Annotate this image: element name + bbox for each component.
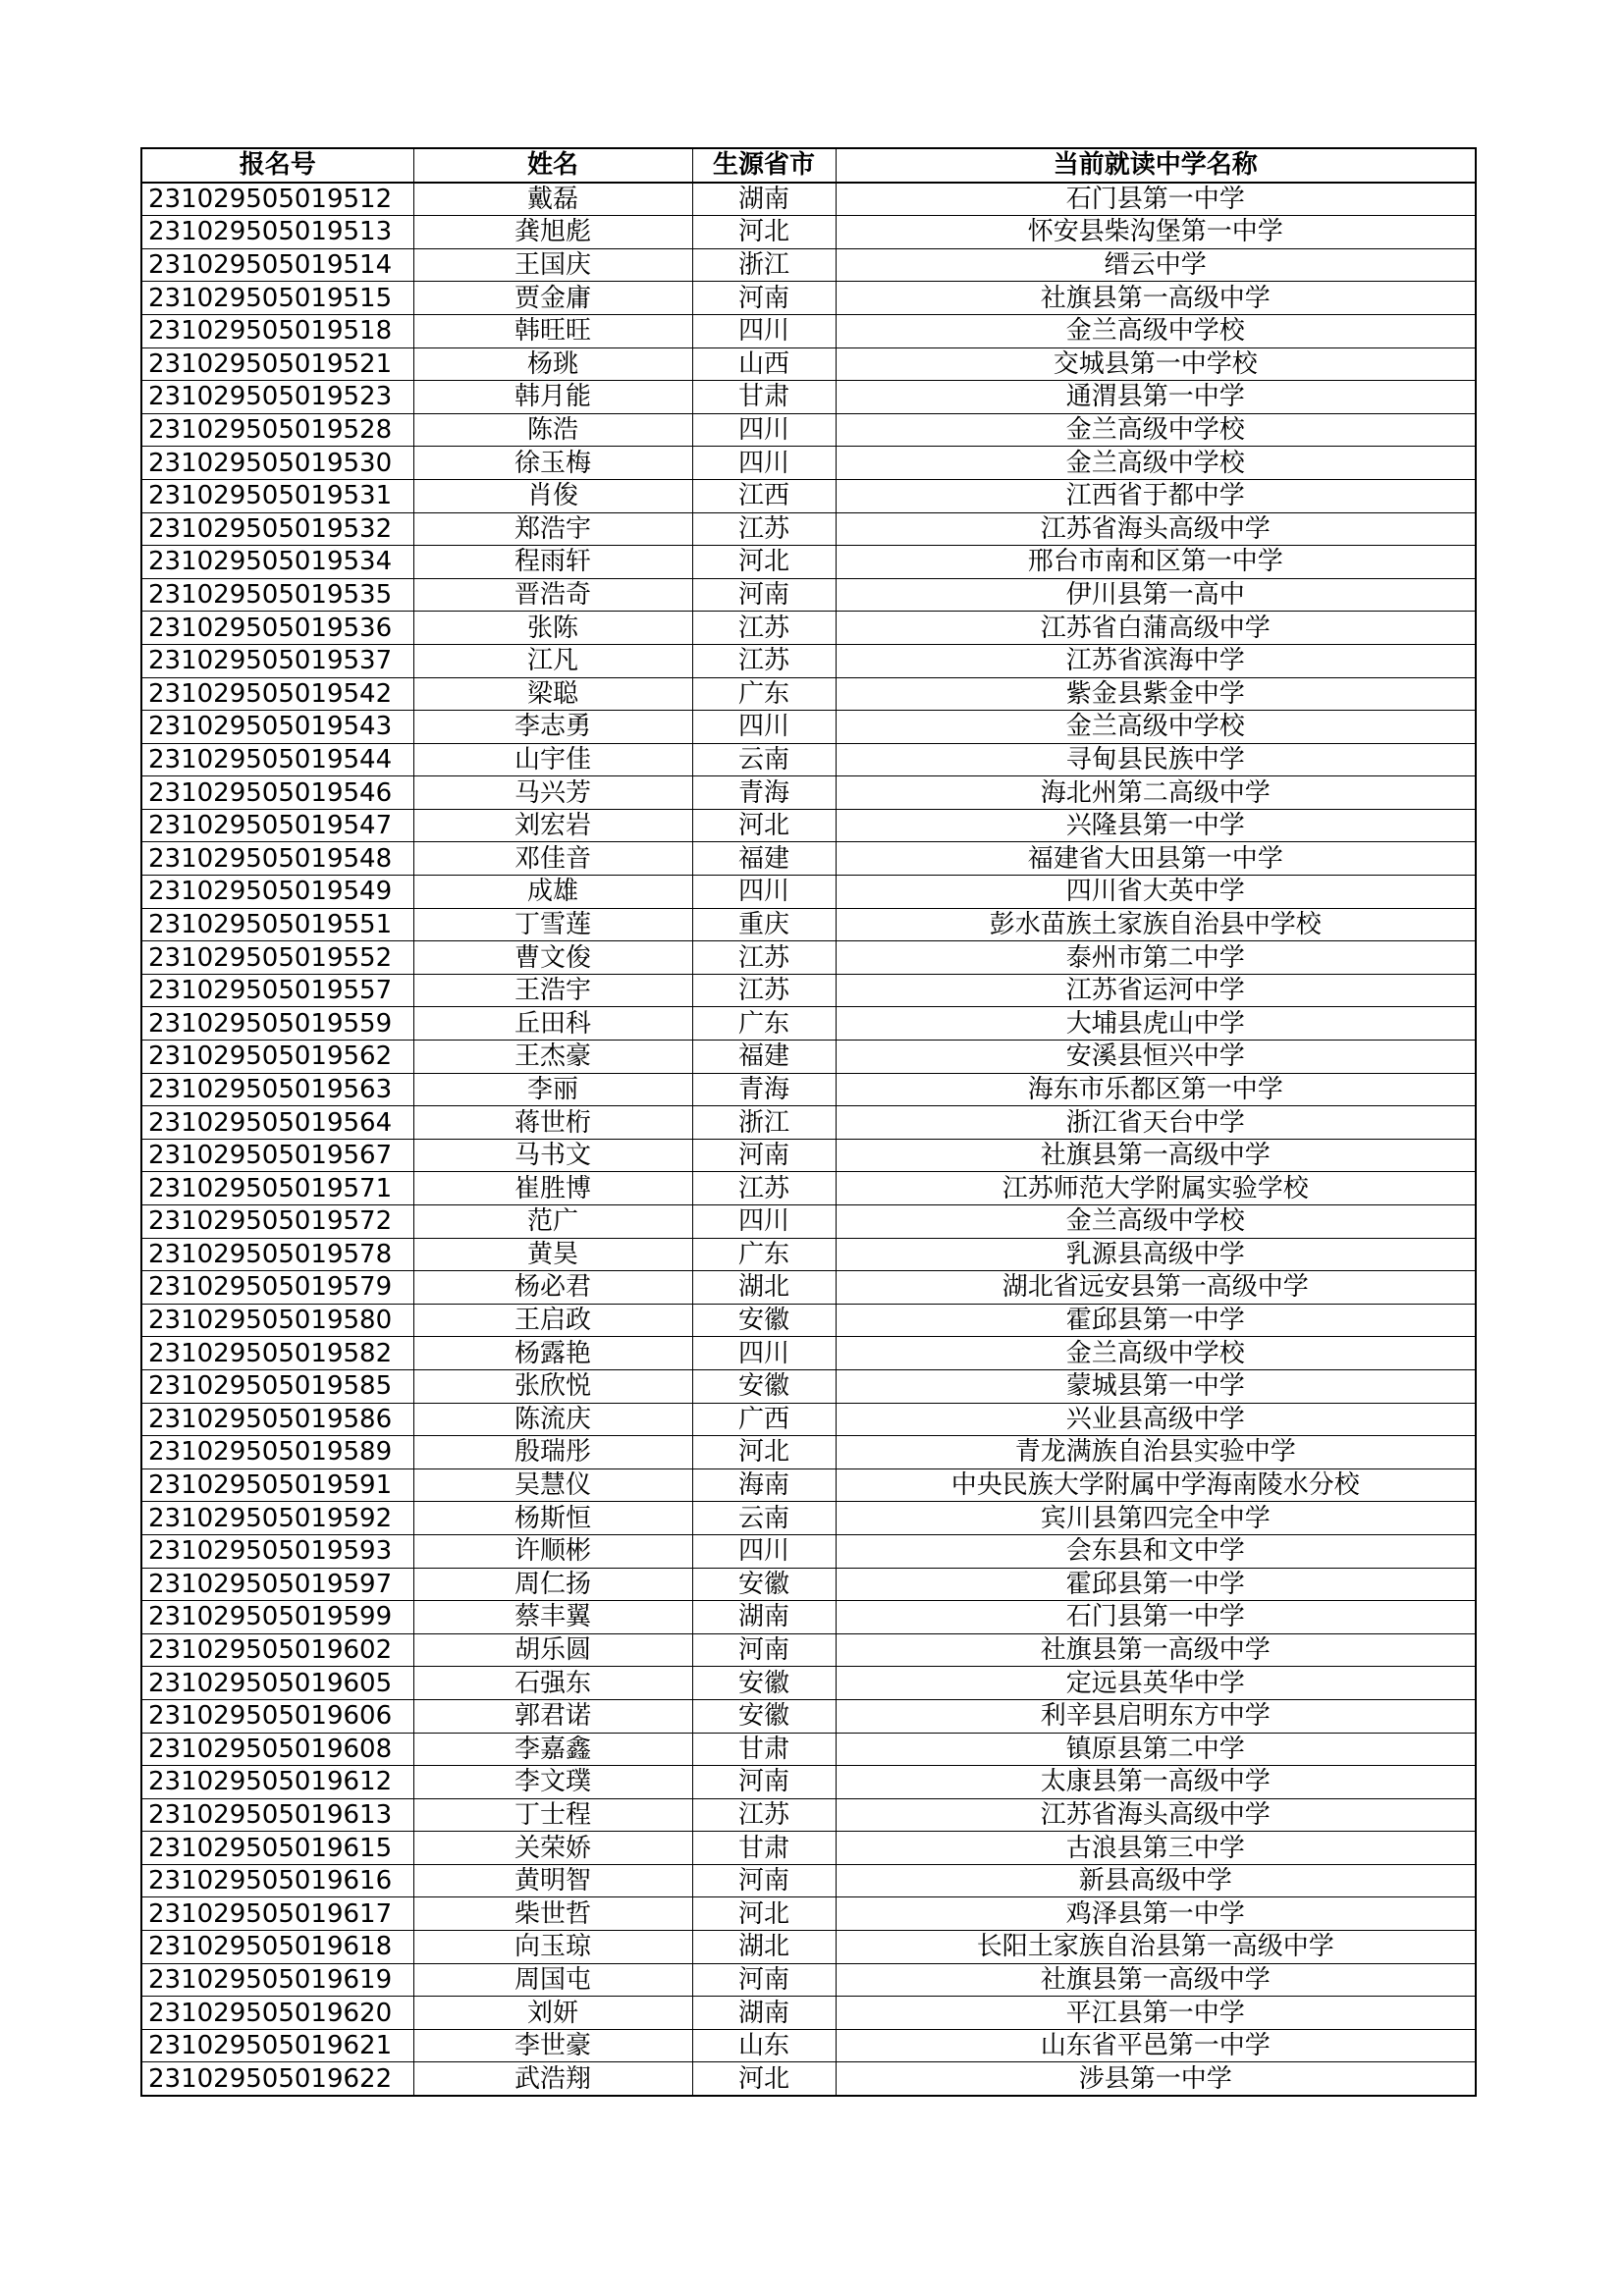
cell-registration-number: 231029505019616 <box>141 1864 413 1897</box>
cell-province: 湖南 <box>692 183 836 216</box>
cell-registration-number: 231029505019586 <box>141 1403 413 1436</box>
cell-province: 浙江 <box>692 248 836 282</box>
table-row <box>141 809 1476 842</box>
table-row <box>141 479 1476 512</box>
table-row <box>141 1633 1476 1667</box>
cell-school: 寻甸县民族中学 <box>836 743 1476 776</box>
cell-registration-number: 231029505019605 <box>141 1667 413 1700</box>
cell-province: 河南 <box>692 1766 836 1799</box>
table-row <box>141 1798 1476 1832</box>
cell-province: 青海 <box>692 776 836 810</box>
cell-name: 吴慧仪 <box>413 1468 692 1502</box>
cell-province: 江苏 <box>692 612 836 645</box>
cell-school: 海北州第二高级中学 <box>836 776 1476 810</box>
cell-registration-number: 231029505019617 <box>141 1897 413 1931</box>
cell-school: 兴业县高级中学 <box>836 1403 1476 1436</box>
cell-registration-number: 231029505019562 <box>141 1041 413 1074</box>
table-row <box>141 1864 1476 1897</box>
cell-province: 江苏 <box>692 1172 836 1205</box>
cell-registration-number: 231029505019620 <box>141 1997 413 2030</box>
table-body <box>141 183 1476 2096</box>
cell-school: 社旗县第一高级中学 <box>836 1963 1476 1997</box>
cell-school: 伊川县第一高中 <box>836 578 1476 612</box>
cell-registration-number: 231029505019543 <box>141 711 413 744</box>
cell-name: 许顺彬 <box>413 1534 692 1568</box>
cell-registration-number: 231029505019552 <box>141 941 413 975</box>
cell-registration-number: 231029505019523 <box>141 381 413 414</box>
cell-province: 河南 <box>692 1963 836 1997</box>
cell-school: 江苏省海头高级中学 <box>836 512 1476 546</box>
cell-name: 向玉琼 <box>413 1931 692 1964</box>
cell-province: 安徽 <box>692 1369 836 1403</box>
table-row <box>141 1667 1476 1700</box>
cell-school: 利辛县启明东方中学 <box>836 1699 1476 1733</box>
cell-name: 山宇佳 <box>413 743 692 776</box>
cell-registration-number: 231029505019612 <box>141 1766 413 1799</box>
cell-name: 江凡 <box>413 644 692 677</box>
cell-registration-number: 231029505019534 <box>141 546 413 579</box>
table-row <box>141 1337 1476 1370</box>
cell-name: 蒋世桁 <box>413 1106 692 1140</box>
cell-school: 涉县第一中学 <box>836 2062 1476 2096</box>
table-row <box>141 2029 1476 2062</box>
table-row <box>141 876 1476 909</box>
cell-school: 青龙满族自治县实验中学 <box>836 1436 1476 1469</box>
cell-province: 江苏 <box>692 644 836 677</box>
cell-name: 王国庆 <box>413 248 692 282</box>
cell-province: 江苏 <box>692 512 836 546</box>
table-row <box>141 974 1476 1007</box>
cell-name: 韩旺旺 <box>413 314 692 347</box>
cell-school: 江苏师范大学附属实验学校 <box>836 1172 1476 1205</box>
cell-province: 甘肃 <box>692 381 836 414</box>
cell-school: 社旗县第一高级中学 <box>836 282 1476 315</box>
cell-name: 殷瑞彤 <box>413 1436 692 1469</box>
table-row <box>141 1271 1476 1305</box>
header-registration-number: 报名号 <box>141 148 413 183</box>
cell-school: 霍邱县第一中学 <box>836 1304 1476 1337</box>
cell-registration-number: 231029505019613 <box>141 1798 413 1832</box>
cell-registration-number: 231029505019578 <box>141 1238 413 1271</box>
table-row <box>141 842 1476 876</box>
cell-name: 李文璞 <box>413 1766 692 1799</box>
cell-province: 云南 <box>692 1502 836 1535</box>
cell-registration-number: 231029505019589 <box>141 1436 413 1469</box>
cell-province: 四川 <box>692 413 836 447</box>
cell-school: 社旗县第一高级中学 <box>836 1633 1476 1667</box>
cell-name: 关荣娇 <box>413 1832 692 1865</box>
table-row <box>141 512 1476 546</box>
cell-province: 河南 <box>692 1139 836 1172</box>
cell-province: 河北 <box>692 809 836 842</box>
table-row <box>141 1139 1476 1172</box>
cell-registration-number: 231029505019515 <box>141 282 413 315</box>
cell-school: 金兰高级中学校 <box>836 1337 1476 1370</box>
table-row <box>141 1997 1476 2030</box>
cell-name: 杨露艳 <box>413 1337 692 1370</box>
table-row <box>141 711 1476 744</box>
cell-name: 丁士程 <box>413 1798 692 1832</box>
cell-name: 黄明智 <box>413 1864 692 1897</box>
cell-name: 王杰豪 <box>413 1041 692 1074</box>
cell-registration-number: 231029505019564 <box>141 1106 413 1140</box>
cell-school: 交城县第一中学校 <box>836 347 1476 381</box>
table-row <box>141 1766 1476 1799</box>
table-row <box>141 1172 1476 1205</box>
cell-registration-number: 231029505019606 <box>141 1699 413 1733</box>
cell-registration-number: 231029505019544 <box>141 743 413 776</box>
table-row <box>141 546 1476 579</box>
table-row <box>141 1007 1476 1041</box>
cell-school: 江苏省运河中学 <box>836 974 1476 1007</box>
table-row <box>141 216 1476 249</box>
table-row <box>141 381 1476 414</box>
table-row <box>141 1468 1476 1502</box>
cell-school: 福建省大田县第一中学 <box>836 842 1476 876</box>
cell-registration-number: 231029505019567 <box>141 1139 413 1172</box>
cell-school: 浙江省天台中学 <box>836 1106 1476 1140</box>
cell-name: 杨斯恒 <box>413 1502 692 1535</box>
table-row <box>141 2062 1476 2096</box>
cell-registration-number: 231029505019557 <box>141 974 413 1007</box>
header-name: 姓名 <box>413 148 692 183</box>
cell-province: 海南 <box>692 1468 836 1502</box>
cell-name: 杨必君 <box>413 1271 692 1305</box>
cell-registration-number: 231029505019599 <box>141 1601 413 1634</box>
cell-school: 江苏省白蒲高级中学 <box>836 612 1476 645</box>
cell-registration-number: 231029505019622 <box>141 2062 413 2096</box>
cell-registration-number: 231029505019571 <box>141 1172 413 1205</box>
cell-province: 广东 <box>692 677 836 711</box>
cell-name: 成雄 <box>413 876 692 909</box>
cell-province: 广东 <box>692 1007 836 1041</box>
cell-name: 刘妍 <box>413 1997 692 2030</box>
cell-name: 肖俊 <box>413 479 692 512</box>
cell-registration-number: 231029505019530 <box>141 447 413 480</box>
cell-school: 石门县第一中学 <box>836 183 1476 216</box>
cell-registration-number: 231029505019618 <box>141 1931 413 1964</box>
table-row <box>141 1205 1476 1239</box>
cell-school: 缙云中学 <box>836 248 1476 282</box>
cell-province: 浙江 <box>692 1106 836 1140</box>
cell-name: 郭君诺 <box>413 1699 692 1733</box>
cell-name: 李嘉鑫 <box>413 1733 692 1766</box>
cell-name: 李世豪 <box>413 2029 692 2062</box>
cell-registration-number: 231029505019536 <box>141 612 413 645</box>
table-row <box>141 248 1476 282</box>
cell-name: 晋浩奇 <box>413 578 692 612</box>
cell-registration-number: 231029505019513 <box>141 216 413 249</box>
cell-school: 彭水苗族土家族自治县中学校 <box>836 908 1476 941</box>
cell-province: 甘肃 <box>692 1832 836 1865</box>
cell-name: 陈流庆 <box>413 1403 692 1436</box>
cell-school: 湖北省远安县第一高级中学 <box>836 1271 1476 1305</box>
cell-school: 长阳土家族自治县第一高级中学 <box>836 1931 1476 1964</box>
table-row <box>141 677 1476 711</box>
cell-registration-number: 231029505019514 <box>141 248 413 282</box>
cell-registration-number: 231029505019621 <box>141 2029 413 2062</box>
cell-registration-number: 231029505019542 <box>141 677 413 711</box>
cell-registration-number: 231029505019518 <box>141 314 413 347</box>
table-row <box>141 1601 1476 1634</box>
cell-province: 安徽 <box>692 1699 836 1733</box>
cell-school: 山东省平邑第一中学 <box>836 2029 1476 2062</box>
header-school: 当前就读中学名称 <box>836 148 1476 183</box>
cell-province: 福建 <box>692 1041 836 1074</box>
cell-registration-number: 231029505019551 <box>141 908 413 941</box>
cell-school: 兴隆县第一中学 <box>836 809 1476 842</box>
cell-province: 河南 <box>692 282 836 315</box>
cell-province: 四川 <box>692 314 836 347</box>
cell-province: 四川 <box>692 711 836 744</box>
cell-school: 金兰高级中学校 <box>836 1205 1476 1239</box>
table-row <box>141 612 1476 645</box>
cell-registration-number: 231029505019546 <box>141 776 413 810</box>
cell-registration-number: 231029505019563 <box>141 1073 413 1106</box>
cell-name: 程雨轩 <box>413 546 692 579</box>
cell-school: 石门县第一中学 <box>836 1601 1476 1634</box>
table-row <box>141 183 1476 216</box>
cell-province: 四川 <box>692 1337 836 1370</box>
cell-name: 范广 <box>413 1205 692 1239</box>
cell-province: 四川 <box>692 876 836 909</box>
table-row <box>141 1106 1476 1140</box>
cell-name: 马书文 <box>413 1139 692 1172</box>
cell-registration-number: 231029505019615 <box>141 1832 413 1865</box>
cell-name: 石强东 <box>413 1667 692 1700</box>
cell-name: 周仁扬 <box>413 1568 692 1601</box>
cell-name: 徐玉梅 <box>413 447 692 480</box>
cell-province: 河北 <box>692 1436 836 1469</box>
cell-name: 马兴芳 <box>413 776 692 810</box>
cell-registration-number: 231029505019548 <box>141 842 413 876</box>
cell-registration-number: 231029505019593 <box>141 1534 413 1568</box>
cell-school: 太康县第一高级中学 <box>836 1766 1476 1799</box>
cell-name: 曹文俊 <box>413 941 692 975</box>
cell-registration-number: 231029505019549 <box>141 876 413 909</box>
cell-school: 古浪县第三中学 <box>836 1832 1476 1865</box>
cell-name: 梁聪 <box>413 677 692 711</box>
table-row <box>141 1931 1476 1964</box>
cell-registration-number: 231029505019592 <box>141 1502 413 1535</box>
header-province: 生源省市 <box>692 148 836 183</box>
table-row <box>141 1073 1476 1106</box>
table-row <box>141 1733 1476 1766</box>
cell-province: 湖北 <box>692 1271 836 1305</box>
cell-province: 福建 <box>692 842 836 876</box>
cell-province: 河北 <box>692 2062 836 2096</box>
table-row <box>141 347 1476 381</box>
cell-province: 江苏 <box>692 974 836 1007</box>
cell-province: 湖南 <box>692 1997 836 2030</box>
cell-school: 乳源县高级中学 <box>836 1238 1476 1271</box>
cell-province: 甘肃 <box>692 1733 836 1766</box>
cell-school: 平江县第一中学 <box>836 1997 1476 2030</box>
table-row <box>141 743 1476 776</box>
cell-province: 江西 <box>692 479 836 512</box>
cell-school: 宾川县第四完全中学 <box>836 1502 1476 1535</box>
student-table <box>140 147 1477 2097</box>
cell-registration-number: 231029505019585 <box>141 1369 413 1403</box>
cell-school: 江西省于都中学 <box>836 479 1476 512</box>
cell-province: 安徽 <box>692 1667 836 1700</box>
cell-registration-number: 231029505019597 <box>141 1568 413 1601</box>
cell-province: 湖北 <box>692 1931 836 1964</box>
cell-name: 张欣悦 <box>413 1369 692 1403</box>
cell-province: 广西 <box>692 1403 836 1436</box>
table-row <box>141 1568 1476 1601</box>
cell-registration-number: 231029505019619 <box>141 1963 413 1997</box>
cell-province: 四川 <box>692 447 836 480</box>
cell-province: 云南 <box>692 743 836 776</box>
cell-name: 胡乐圆 <box>413 1633 692 1667</box>
cell-province: 江苏 <box>692 1798 836 1832</box>
cell-province: 河北 <box>692 546 836 579</box>
cell-name: 杨珧 <box>413 347 692 381</box>
cell-school: 镇原县第二中学 <box>836 1733 1476 1766</box>
cell-school: 定远县英华中学 <box>836 1667 1476 1700</box>
table-row <box>141 578 1476 612</box>
cell-province: 河北 <box>692 216 836 249</box>
table-row <box>141 282 1476 315</box>
cell-school: 泰州市第二中学 <box>836 941 1476 975</box>
table-row <box>141 1304 1476 1337</box>
table-row <box>141 1963 1476 1997</box>
cell-registration-number: 231029505019521 <box>141 347 413 381</box>
cell-province: 河北 <box>692 1897 836 1931</box>
table-row <box>141 1502 1476 1535</box>
table-row <box>141 908 1476 941</box>
table-row <box>141 1832 1476 1865</box>
table-row <box>141 1897 1476 1931</box>
table-row <box>141 1699 1476 1733</box>
cell-province: 河南 <box>692 1864 836 1897</box>
table-row <box>141 447 1476 480</box>
table-row <box>141 644 1476 677</box>
cell-school: 江苏省海头高级中学 <box>836 1798 1476 1832</box>
cell-name: 丁雪莲 <box>413 908 692 941</box>
cell-school: 四川省大英中学 <box>836 876 1476 909</box>
cell-name: 韩月能 <box>413 381 692 414</box>
cell-name: 武浩翔 <box>413 2062 692 2096</box>
cell-school: 中央民族大学附属中学海南陵水分校 <box>836 1468 1476 1502</box>
cell-school: 社旗县第一高级中学 <box>836 1139 1476 1172</box>
cell-name: 贾金庸 <box>413 282 692 315</box>
cell-name: 王启政 <box>413 1304 692 1337</box>
cell-name: 邓佳音 <box>413 842 692 876</box>
cell-registration-number: 231029505019528 <box>141 413 413 447</box>
cell-registration-number: 231029505019512 <box>141 183 413 216</box>
cell-province: 四川 <box>692 1205 836 1239</box>
cell-name: 刘宏岩 <box>413 809 692 842</box>
cell-province: 湖南 <box>692 1601 836 1634</box>
cell-province: 河南 <box>692 1633 836 1667</box>
cell-name: 张陈 <box>413 612 692 645</box>
cell-registration-number: 231029505019537 <box>141 644 413 677</box>
cell-school: 江苏省滨海中学 <box>836 644 1476 677</box>
table-row <box>141 1534 1476 1568</box>
table-row <box>141 1238 1476 1271</box>
cell-school: 安溪县恒兴中学 <box>836 1041 1476 1074</box>
header-row <box>141 148 1476 183</box>
cell-school: 霍邱县第一中学 <box>836 1568 1476 1601</box>
cell-province: 江苏 <box>692 941 836 975</box>
cell-school: 紫金县紫金中学 <box>836 677 1476 711</box>
cell-school: 金兰高级中学校 <box>836 447 1476 480</box>
table-row <box>141 1041 1476 1074</box>
cell-school: 通渭县第一中学 <box>836 381 1476 414</box>
cell-name: 周国屯 <box>413 1963 692 1997</box>
cell-registration-number: 231029505019559 <box>141 1007 413 1041</box>
cell-registration-number: 231029505019531 <box>141 479 413 512</box>
cell-province: 河南 <box>692 578 836 612</box>
table-row <box>141 941 1476 975</box>
cell-province: 山西 <box>692 347 836 381</box>
cell-registration-number: 231029505019572 <box>141 1205 413 1239</box>
cell-province: 青海 <box>692 1073 836 1106</box>
cell-province: 四川 <box>692 1534 836 1568</box>
cell-school: 金兰高级中学校 <box>836 711 1476 744</box>
cell-registration-number: 231029505019591 <box>141 1468 413 1502</box>
cell-name: 柴世哲 <box>413 1897 692 1931</box>
cell-school: 大埔县虎山中学 <box>836 1007 1476 1041</box>
table-row <box>141 413 1476 447</box>
cell-registration-number: 231029505019547 <box>141 809 413 842</box>
cell-name: 王浩宇 <box>413 974 692 1007</box>
cell-registration-number: 231029505019535 <box>141 578 413 612</box>
table-row <box>141 314 1476 347</box>
cell-province: 安徽 <box>692 1304 836 1337</box>
cell-province: 广东 <box>692 1238 836 1271</box>
cell-name: 崔胜博 <box>413 1172 692 1205</box>
cell-name: 蔡丰翼 <box>413 1601 692 1634</box>
cell-name: 李志勇 <box>413 711 692 744</box>
cell-school: 会东县和文中学 <box>836 1534 1476 1568</box>
cell-name: 龚旭彪 <box>413 216 692 249</box>
cell-registration-number: 231029505019579 <box>141 1271 413 1305</box>
cell-school: 蒙城县第一中学 <box>836 1369 1476 1403</box>
cell-school: 金兰高级中学校 <box>836 314 1476 347</box>
cell-registration-number: 231029505019580 <box>141 1304 413 1337</box>
cell-school: 新县高级中学 <box>836 1864 1476 1897</box>
cell-name: 丘田科 <box>413 1007 692 1041</box>
cell-school: 海东市乐都区第一中学 <box>836 1073 1476 1106</box>
cell-school: 怀安县柴沟堡第一中学 <box>836 216 1476 249</box>
table-row <box>141 1403 1476 1436</box>
table-row <box>141 776 1476 810</box>
cell-registration-number: 231029505019602 <box>141 1633 413 1667</box>
cell-name: 戴磊 <box>413 183 692 216</box>
table-row <box>141 1436 1476 1469</box>
cell-province: 山东 <box>692 2029 836 2062</box>
cell-name: 李丽 <box>413 1073 692 1106</box>
cell-name: 黄昊 <box>413 1238 692 1271</box>
cell-school: 金兰高级中学校 <box>836 413 1476 447</box>
cell-registration-number: 231029505019532 <box>141 512 413 546</box>
cell-registration-number: 231029505019608 <box>141 1733 413 1766</box>
cell-province: 安徽 <box>692 1568 836 1601</box>
cell-name: 郑浩宇 <box>413 512 692 546</box>
cell-province: 重庆 <box>692 908 836 941</box>
cell-name: 陈浩 <box>413 413 692 447</box>
cell-school: 邢台市南和区第一中学 <box>836 546 1476 579</box>
table-row <box>141 1369 1476 1403</box>
cell-registration-number: 231029505019582 <box>141 1337 413 1370</box>
cell-school: 鸡泽县第一中学 <box>836 1897 1476 1931</box>
